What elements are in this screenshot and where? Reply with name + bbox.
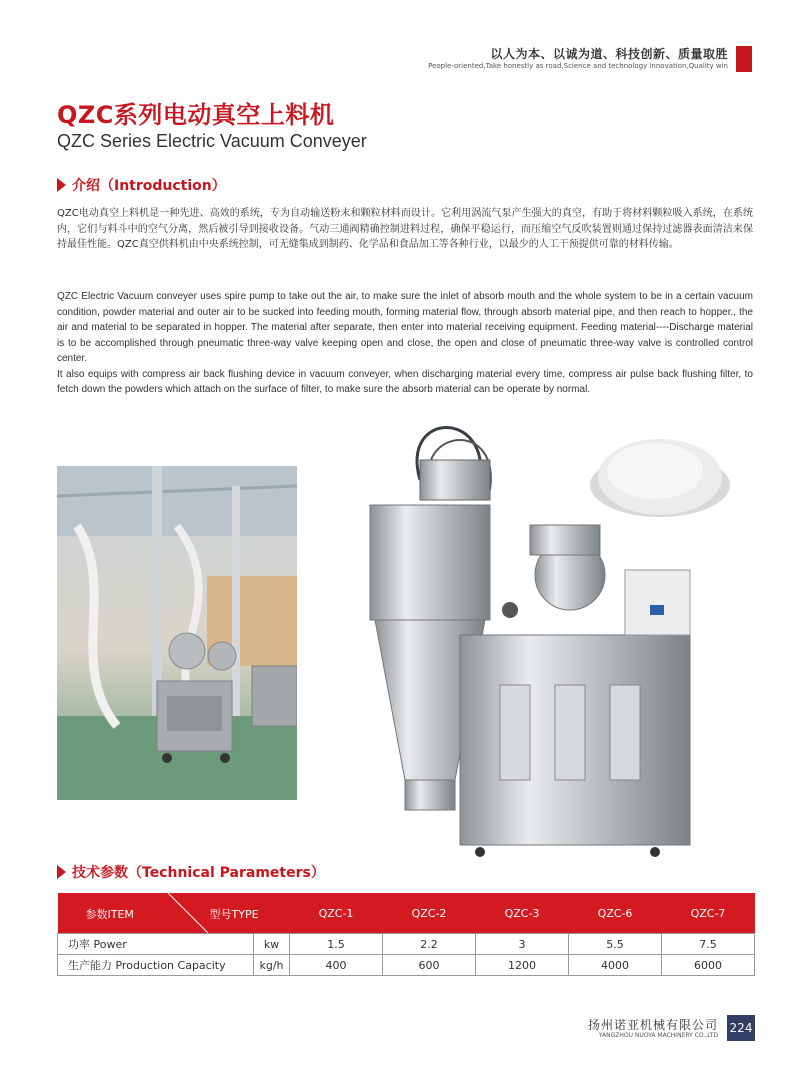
- parameters-table: [57, 893, 755, 976]
- triangle-bullet-icon: [57, 178, 66, 192]
- table-cell: 6000: [662, 955, 755, 976]
- table-cell: 1.5: [290, 934, 383, 955]
- table-cell: 7.5: [662, 934, 755, 955]
- model-header: QZC-1: [290, 893, 383, 934]
- company-name-en: YANGZHOU NUOYA MACHINERY CO.,LTD: [598, 1032, 718, 1039]
- table-row: [58, 934, 755, 955]
- model-header: QZC-3: [476, 893, 569, 934]
- row-unit: kw: [254, 934, 290, 955]
- table-header-item-type: [58, 893, 290, 934]
- table-cell: 4000: [569, 955, 662, 976]
- header-accent-bar: [736, 46, 752, 72]
- table-row: [58, 955, 755, 976]
- header-item-label: 参数ITEM: [85, 908, 134, 921]
- header-type-label: 型号TYPE: [209, 908, 259, 921]
- company-name-cn: 扬州诺亚机械有限公司: [587, 1018, 718, 1032]
- intro-text-cn: QZC电动真空上料机是一种先进、高效的系统，专为自动输送粉末和颗粒材料而设计。它利用涡流气泵产生强大的真空，有助于将材料颗粒吸入系统，在系统内，它们与料斗中的空气分离，然后被引导到接收设备。气动三通阀精确控制进料过程，确保平稳运行，而压缩空气反吹装置则通过保持过滤器表面清洁来保持最佳性能。QZC真空供料机由中央系统控制，可无缝集成到制药、化学品和食品加工等各种行业，以最少的人工干预提供可靠的材料传输。: [57, 208, 753, 250]
- intro-paragraph: It also equips with compress air back flushing device in vacuum conveyer, when discharging material every time, compress air pulse back flushing filter, to fetch down the powders which attach on the surface of filter, to make sure the absorb material can be operate by normal.: [57, 368, 753, 395]
- table-cell: 3: [476, 934, 569, 955]
- header-slogan-en: People-oriented,Take honestly as road,Science and technology innovation,Quality win: [428, 62, 728, 70]
- row-label: 功率 Power: [58, 934, 254, 955]
- intro-heading-text: 介绍（Introduction）: [72, 178, 226, 194]
- params-heading: [57, 862, 325, 882]
- intro-paragraph: QZC Electric Vacuum conveyer uses spire pump to take out the air, to make sure the inlet of absorb mouth and the whole system to be in a certain vacuum condition, powder material and outer air to be sucked into feeding mouth, forming material flow, through absorb material pipe, and then reach to hopper., the air and material to be separated in hopper. The material after separate, then enter into material receiving equipment. Feeding material----Discharge material is to be accomplished through pneumatic three-way valve keeping open and close, the open and close of pneumatic three-way valve is controlled control center.: [57, 291, 753, 364]
- model-header: QZC-7: [662, 893, 755, 934]
- row-label: 生产能力 Production Capacity: [58, 955, 254, 976]
- table-header-row: [58, 893, 755, 934]
- table-cell: 1200: [476, 955, 569, 976]
- model-header: QZC-2: [383, 893, 476, 934]
- page-number: 224: [727, 1015, 755, 1041]
- page-title-cn: QZC系列电动真空上料机: [57, 101, 335, 129]
- table-cell: 600: [383, 955, 476, 976]
- row-unit: kg/h: [254, 955, 290, 976]
- header-slogan-cn: 以人为本、以诚为道、科技创新、质量取胜: [490, 47, 728, 61]
- intro-text-en: [57, 289, 753, 398]
- params-heading-text: 技术参数（Technical Parameters）: [72, 865, 325, 881]
- table-cell: 400: [290, 955, 383, 976]
- page-title-en: QZC Series Electric Vacuum Conveyer: [57, 131, 367, 151]
- intro-heading: [57, 175, 226, 195]
- table-cell: 2.2: [383, 934, 476, 955]
- triangle-bullet-icon: [57, 865, 66, 879]
- model-header: QZC-6: [569, 893, 662, 934]
- factory-photo: [57, 466, 297, 800]
- powder-sample-photo: [585, 425, 735, 525]
- table-cell: 5.5: [569, 934, 662, 955]
